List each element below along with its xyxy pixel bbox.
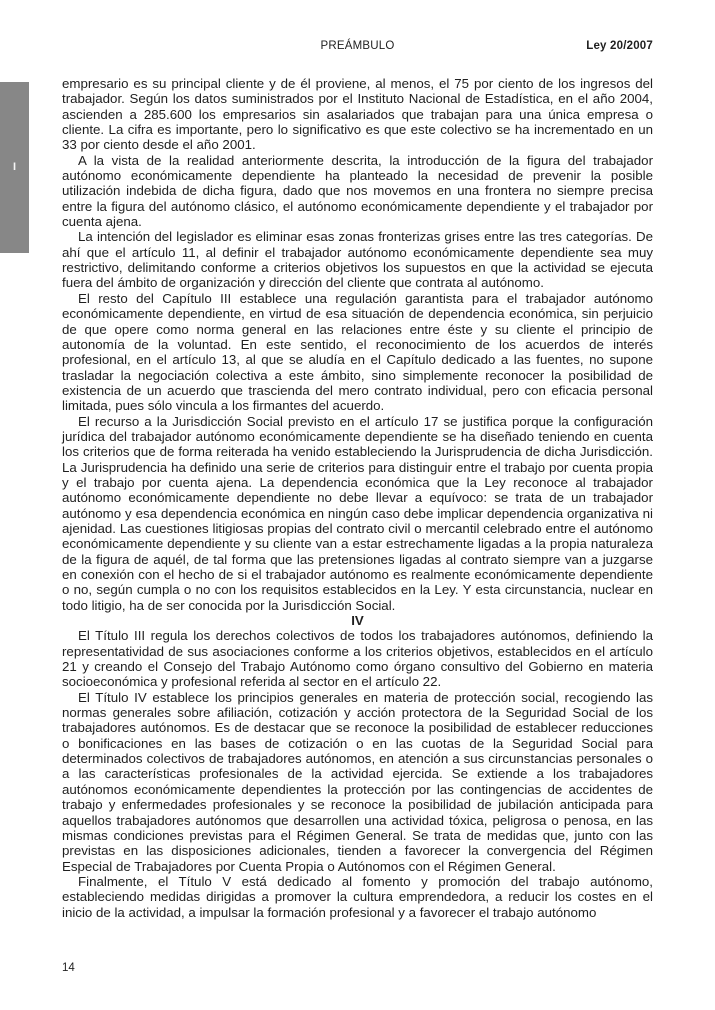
body-paragraph: Finalmente, el Título V está dedicado al fomento y promoción del trabajo autónomo, estableciendo medidas dirigidas a promover la cultura emprendedora, a reducir los costes en el inicio de la actividad, a impulsar la formación profesional y a favorecer el trabajo autónomo <box>62 873 653 920</box>
header-law-reference: Ley 20/2007 <box>586 40 653 52</box>
section-heading-iv: IV <box>351 613 364 629</box>
page-number: 14 <box>62 962 75 974</box>
body-paragraph: A la vista de la realidad anteriormente descrita, la introducción de la figura del trabajador autónomo económicamente dependiente ha planteado la necesidad de prevenir la posible utilización indebida de dicha figura, dado que nos movemos en una frontera no siempre precisa entre la figura del autónomo clásico, el autónomo económicamente dependiente y el trabajador por cuenta ajena. <box>62 152 653 230</box>
body-paragraph: El Título IV establece los principios generales en materia de protección social, recogiendo las normas generales sobre afiliación, cotización y acción protectora de la Seguridad Social de los trabajadores autónomos. Es de destacar que se reconoce la posibilidad de establecer reducciones o bonificaciones en las bases de cotización o en las cuotas de la Seguridad Social para determinados colectivos de trabajadores autónomos, en atención a sus circunstancias personales o a las características profesionales de la actividad ejercida. Se extiende a los trabajadores autónomos económicamente dependientes la protección por las contingencias de accidentes de trabajo y enfermedades profesionales y se reconoce la posibilidad de jubilación anticipada para aquellos trabajadores autónomos que desarrollen una actividad tóxica, peligrosa o penosa, en las mismas condiciones previstas para el Régimen General. Se trata de medidas que, junto con las previstas en las disposiciones adicionales, tienden a favorecer la convergencia del Régimen Especial de Trabajadores por Cuenta Propia o Autónomos con el Régimen General. <box>62 689 653 874</box>
chapter-tab-label: I <box>12 161 17 173</box>
body-paragraph: El Título III regula los derechos colectivos de todos los trabajadores autónomos, definiendo la representatividad de sus asociaciones conforme a los criterios objetivos, establecidos en el artículo 21 y creando el Consejo del Trabajo Autónomo como órgano consultivo del Gobierno en materia socioeconómica y profesional referida al sector en el artículo 22. <box>62 628 653 690</box>
running-header <box>62 40 653 56</box>
header-section-title: PREÁMBULO <box>320 40 395 52</box>
body-paragraph: empresario es su principal cliente y de él proviene, al menos, el 75 por ciento de los ingresos del trabajador. Según los datos suministrados por el Instituto Nacional de Estadística, en el año 2004, ascienden a 285.600 los empresarios sin asalariados que trabajan para una única empresa o cliente. La cifra es importante, pero lo significativo es que este colectivo se ha incrementado en un 33 por ciento desde el año 2001. <box>62 76 653 153</box>
body-paragraph: La intención del legislador es eliminar esas zonas fronterizas grises entre las tres categorías. De ahí que el artículo 11, al definir el trabajador autónomo económicamente dependiente sea muy restrictivo, delimitando conforme a criterios objetivos los supuestos en que la actividad se ejecuta fuera del ámbito de organización y dirección del cliente que contrata al autónomo. <box>62 229 653 291</box>
body-paragraph: El resto del Capítulo III establece una regulación garantista para el trabajador autónomo económicamente dependiente, en virtud de esa situación de dependencia económica, sin perjuicio de que opere como norma general en las relaciones entre éste y su cliente el principio de autonomía de la voluntad. En este sentido, el reconocimiento de los acuerdos de interés profesional, en el artículo 13, al que se aludía en el Capítulo dedicado a las fuentes, no supone trasladar la negociación colectiva a este ámbito, sino simplemente reconocer la posibilidad de existencia de un acuerdo que trascienda del mero contrato individual, pero con eficacia personal limitada, pues sólo vincula a los firmantes del acuerdo. <box>62 290 653 414</box>
body-paragraph: El recurso a la Jurisdicción Social previsto en el artículo 17 se justifica porque la configuración jurídica del trabajador autónomo económicamente dependiente se ha diseñado teniendo en cuenta los criterios que de forma reiterada ha venido estableciendo la Jurisprudencia de dicha Jurisdicción. La Jurisprudencia ha definido una serie de criterios para distinguir entre el trabajo por cuenta propia y el trabajo por cuenta ajena. La dependencia económica que la Ley reconoce al trabajador autónomo económicamente dependiente no debe llevar a equívoco: se trata de un trabajador autónomo y esa dependencia económica en ningún caso debe implicar dependencia organizativa ni ajenidad. Las cuestiones litigiosas propias del contrato civil o mercantil celebrado entre el autónomo económicamente dependiente y su cliente van a estar estrechamente ligadas a la propia naturaleza de la figura de aquél, de tal forma que las pretensiones ligadas al contrato siempre van a juzgarse en conexión con el hecho de si el trabajador autónomo es realmente económicamente dependiente o no, según cumpla o no con los requisitos establecidos en la Ley. Y esta circunstancia, nuclear en todo litigio, ha de ser conocida por la Jurisdicción Social. <box>62 413 653 613</box>
chapter-margin-tab <box>0 82 29 253</box>
body-text-column <box>62 76 653 920</box>
